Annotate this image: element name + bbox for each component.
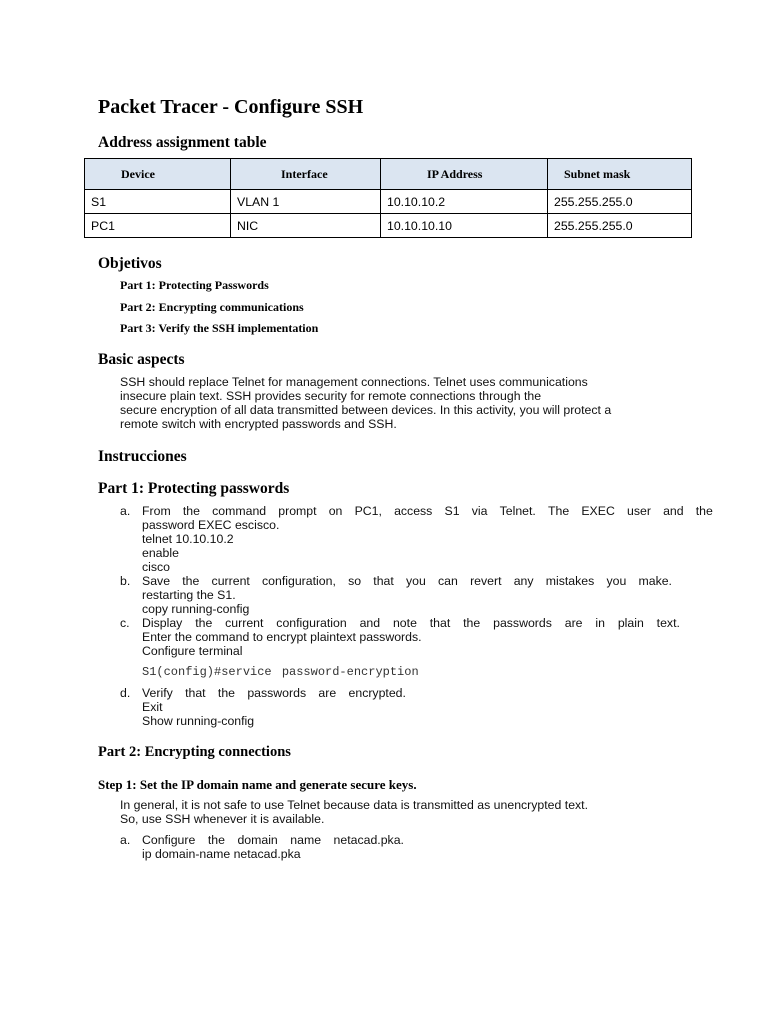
word: make.: [638, 574, 672, 588]
step-c-line2: Enter the command to encrypt plaintext passwords.: [142, 630, 422, 644]
table-cell: PC1: [85, 214, 231, 238]
word: via: [471, 504, 488, 518]
word: the: [195, 616, 213, 630]
word: access: [394, 504, 433, 518]
list-marker: a.: [120, 833, 131, 847]
word: Telnet.: [499, 504, 536, 518]
word: the: [207, 833, 225, 847]
word: so: [348, 574, 362, 588]
basic-aspects-heading: Basic aspects: [98, 351, 185, 368]
word: configuration,: [262, 574, 336, 588]
word: plain: [617, 616, 644, 630]
basic-aspects-line: insecure plain text. SSH provides security for remote connections through the: [120, 389, 542, 403]
word: netacad.pka.: [333, 833, 404, 847]
command-text: cisco: [142, 560, 171, 574]
command-text: Configure terminal: [142, 644, 243, 658]
part1-heading: Part 1: Protecting passwords: [98, 480, 290, 497]
table-cell: S1: [85, 190, 231, 214]
objective-item: Part 2: Encrypting communications: [120, 300, 304, 314]
word: passwords: [247, 686, 307, 700]
word: that: [185, 686, 206, 700]
command-text: copy running-config: [142, 602, 250, 616]
address-table-heading: Address assignment table: [98, 134, 267, 151]
word: user: [627, 504, 651, 518]
step-b-line1: [142, 575, 672, 589]
step-a-line1: [142, 505, 713, 519]
word: prompt: [278, 504, 317, 518]
word: From: [142, 504, 171, 518]
word: passwords: [493, 616, 552, 630]
word: encrypted.: [348, 686, 406, 700]
word: the: [182, 574, 200, 588]
basic-aspects-line: secure encryption of all data transmitted between devices. In this activity, you will protect a: [120, 403, 612, 417]
objectives-heading: Objetivos: [98, 255, 162, 272]
word: note: [392, 616, 417, 630]
table-header-row: [85, 159, 692, 190]
word: name: [290, 833, 322, 847]
step1-a-line1: [142, 834, 404, 848]
table-row: [85, 190, 692, 214]
table-header-cell: IP Address: [381, 159, 548, 190]
step-c-line1: [142, 617, 680, 631]
word: are: [564, 616, 583, 630]
code-snippet: S1(config)#service password-encryption: [142, 665, 419, 679]
objective-item: Part 3: Verify the SSH implementation: [120, 321, 319, 335]
list-marker: b.: [120, 574, 131, 588]
word: Display: [142, 616, 183, 630]
word: Save: [142, 574, 171, 588]
word: S1: [444, 504, 460, 518]
word: domain: [237, 833, 278, 847]
basic-aspects-line: SSH should replace Telnet for management connections. Telnet uses communications: [120, 375, 588, 389]
word: are: [318, 686, 337, 700]
page-title: Packet Tracer - Configure SSH: [98, 96, 364, 118]
table-header-cell: Interface: [231, 159, 381, 190]
step1-heading: Step 1: Set the IP domain name and generate secure keys.: [98, 777, 417, 792]
command-text: Show running-config: [142, 714, 255, 728]
word: any: [513, 574, 534, 588]
step-d-line1: [142, 687, 406, 701]
word: the: [182, 504, 200, 518]
word: can: [438, 574, 458, 588]
instructions-heading: Instrucciones: [98, 448, 187, 465]
command-text: ip domain-name netacad.pka: [142, 847, 301, 861]
step-b-line2: restarting the S1.: [142, 588, 236, 602]
word: current: [211, 574, 250, 588]
word: command: [212, 504, 267, 518]
word: that: [429, 616, 451, 630]
step1-line: So, use SSH whenever it is available.: [120, 812, 325, 826]
table-cell: 255.255.255.0: [548, 214, 692, 238]
table-header-cell: Device: [85, 159, 231, 190]
address-table: [84, 158, 692, 238]
table-cell: VLAN 1: [231, 190, 381, 214]
table-cell: 255.255.255.0: [548, 190, 692, 214]
list-marker: d.: [120, 686, 131, 700]
table-row: [85, 214, 692, 238]
table-cell: NIC: [231, 214, 381, 238]
part2-heading: Part 2: Encrypting connections: [98, 744, 291, 760]
word: text.: [656, 616, 680, 630]
word: PC1,: [354, 504, 382, 518]
list-marker: c.: [120, 616, 130, 630]
word: Verify: [142, 686, 173, 700]
word: current: [225, 616, 264, 630]
word: The: [547, 504, 570, 518]
word: revert: [470, 574, 502, 588]
word: and: [359, 616, 381, 630]
table-cell: 10.10.10.10: [381, 214, 548, 238]
word: the: [695, 504, 713, 518]
word: on: [328, 504, 343, 518]
word: Configure: [142, 833, 196, 847]
list-marker: a.: [120, 504, 131, 518]
word: that: [373, 574, 394, 588]
command-text: enable: [142, 546, 179, 560]
word: the: [463, 616, 481, 630]
word: configuration: [276, 616, 347, 630]
step-a-line2: password EXEC escisco.: [142, 518, 280, 532]
word: the: [217, 686, 236, 700]
command-text: telnet 10.10.10.2: [142, 532, 234, 546]
word: and: [663, 504, 684, 518]
command-text: Exit: [142, 700, 163, 714]
word: in: [595, 616, 605, 630]
basic-aspects-line: remote switch with encrypted passwords and SSH.: [120, 417, 397, 431]
objective-item: Part 1: Protecting Passwords: [120, 278, 269, 292]
table-cell: 10.10.10.2: [381, 190, 548, 214]
table-header-cell: Subnet mask: [548, 159, 692, 190]
word: mistakes: [545, 574, 595, 588]
word: EXEC: [581, 504, 615, 518]
word: you: [606, 574, 627, 588]
step1-line: In general, it is not safe to use Telnet because data is transmitted as unencrypted text.: [120, 798, 589, 812]
word: you: [406, 574, 426, 588]
